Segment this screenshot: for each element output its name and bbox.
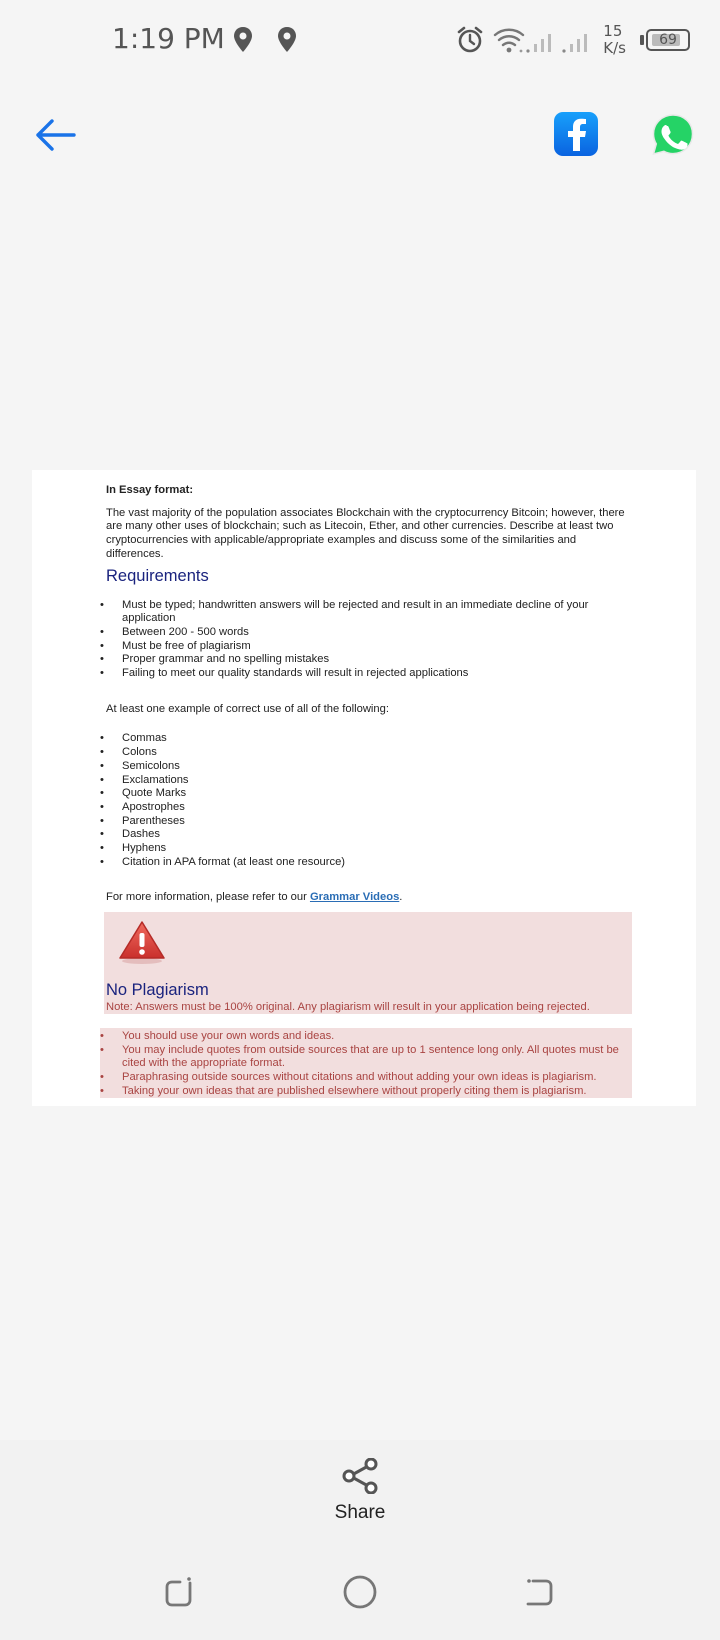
status-bar bbox=[0, 0, 720, 80]
facebook-icon bbox=[563, 117, 589, 151]
facebook-share-button[interactable] bbox=[554, 112, 598, 156]
essay-prompt: The vast majority of the population associates Blockchain with the cryptocurrency Bitcoin; however, there are many other uses of blockchain; such as Litecoin, Ether, and other currencies. Describe at least two cryptocurrencies with applicable/appropriate examples and discuss some of the similarities and differences. bbox=[106, 506, 625, 560]
list-item: • Taking your own ideas that are published elsewhere without properly citing them is plagiarism. bbox=[106, 1085, 636, 1099]
grammar-videos-link[interactable]: Grammar Videos bbox=[309, 891, 400, 904]
whatsapp-share-button[interactable] bbox=[650, 112, 696, 158]
more-info-suffix: . bbox=[399, 891, 403, 904]
list-item: • Failing to meet our quality standards will result in rejected applications bbox=[106, 667, 636, 681]
list-item: • Must be typed; handwritten answers will be rejected and result in an immediate decline of your application bbox=[106, 599, 636, 626]
network-speed bbox=[603, 23, 626, 57]
list-item: • Quote Marks bbox=[106, 787, 636, 801]
alarm-icon bbox=[455, 25, 485, 55]
list-item: • Commas bbox=[106, 732, 636, 746]
list-item: • You may include quotes from outside sources that are up to 1 sentence long only. All quotes must be cited with the appropriate format. bbox=[106, 1044, 636, 1071]
more-info-text: For more information, please refer to our bbox=[106, 891, 310, 904]
warning-icon bbox=[118, 920, 166, 964]
requirements-heading: Requirements bbox=[106, 566, 209, 585]
home-icon bbox=[338, 1570, 382, 1614]
list-item: • Paraphrasing outside sources without citations and without adding your own ideas is plagiarism. bbox=[106, 1071, 636, 1085]
list-item: • Hyphens bbox=[106, 842, 636, 856]
note-label: Note: bbox=[106, 1001, 133, 1013]
note-emphasis: 100% original bbox=[224, 1001, 292, 1013]
back-nav-button[interactable] bbox=[518, 1570, 562, 1614]
list-item: • Apostrophes bbox=[106, 801, 636, 815]
location-icon bbox=[232, 26, 254, 54]
more-info-line bbox=[106, 891, 636, 905]
list-item: • Proper grammar and no spelling mistakes bbox=[106, 653, 636, 667]
location-icon bbox=[276, 26, 298, 54]
speed-unit: K/s bbox=[603, 39, 626, 57]
status-indicators bbox=[455, 20, 690, 60]
list-item: • Between 200 - 500 words bbox=[106, 626, 636, 640]
arrow-left-icon bbox=[34, 118, 76, 152]
share-label: Share bbox=[334, 1502, 386, 1523]
whatsapp-icon bbox=[650, 112, 696, 158]
list-item: • Exclamations bbox=[106, 774, 636, 788]
recents-button[interactable] bbox=[158, 1570, 202, 1614]
list-item: • Dashes bbox=[106, 828, 636, 842]
share-button[interactable] bbox=[310, 1458, 410, 1538]
note-text-end: . Any plagiarism will result in your application being rejected. bbox=[291, 1001, 590, 1013]
document-image bbox=[32, 470, 696, 1106]
plagiarism-rules-list bbox=[106, 1030, 636, 1099]
signal-icon bbox=[525, 26, 561, 54]
note-text: Answers must be bbox=[132, 1001, 225, 1013]
back-icon bbox=[518, 1570, 562, 1614]
speed-value: 15 bbox=[603, 22, 623, 40]
punctuation-list bbox=[106, 732, 636, 869]
home-button[interactable] bbox=[338, 1570, 382, 1614]
recents-icon bbox=[158, 1570, 202, 1614]
back-button[interactable] bbox=[32, 112, 78, 158]
examples-intro: At least one example of correct use of all of the following: bbox=[106, 702, 389, 715]
status-time: 1:19 PM bbox=[112, 22, 225, 55]
plagiarism-note bbox=[106, 1000, 634, 1014]
list-item: • Must be free of plagiarism bbox=[106, 640, 636, 654]
essay-format-heading: In Essay format: bbox=[106, 484, 194, 496]
list-item: • Colons bbox=[106, 746, 636, 760]
list-item: • Parentheses bbox=[106, 815, 636, 829]
no-plagiarism-heading: No Plagiarism bbox=[106, 981, 209, 999]
wifi-icon bbox=[493, 26, 525, 54]
battery-icon bbox=[640, 29, 690, 51]
list-item: • You should use your own words and ideas. bbox=[106, 1030, 636, 1044]
document-content bbox=[106, 484, 636, 909]
requirements-list bbox=[106, 599, 636, 681]
battery-level: 69 bbox=[659, 32, 677, 48]
signal-icon bbox=[561, 26, 597, 54]
list-item: • Citation in APA format (at least one resource) bbox=[106, 856, 636, 870]
list-item: • Semicolons bbox=[106, 760, 636, 774]
share-icon bbox=[341, 1458, 379, 1494]
